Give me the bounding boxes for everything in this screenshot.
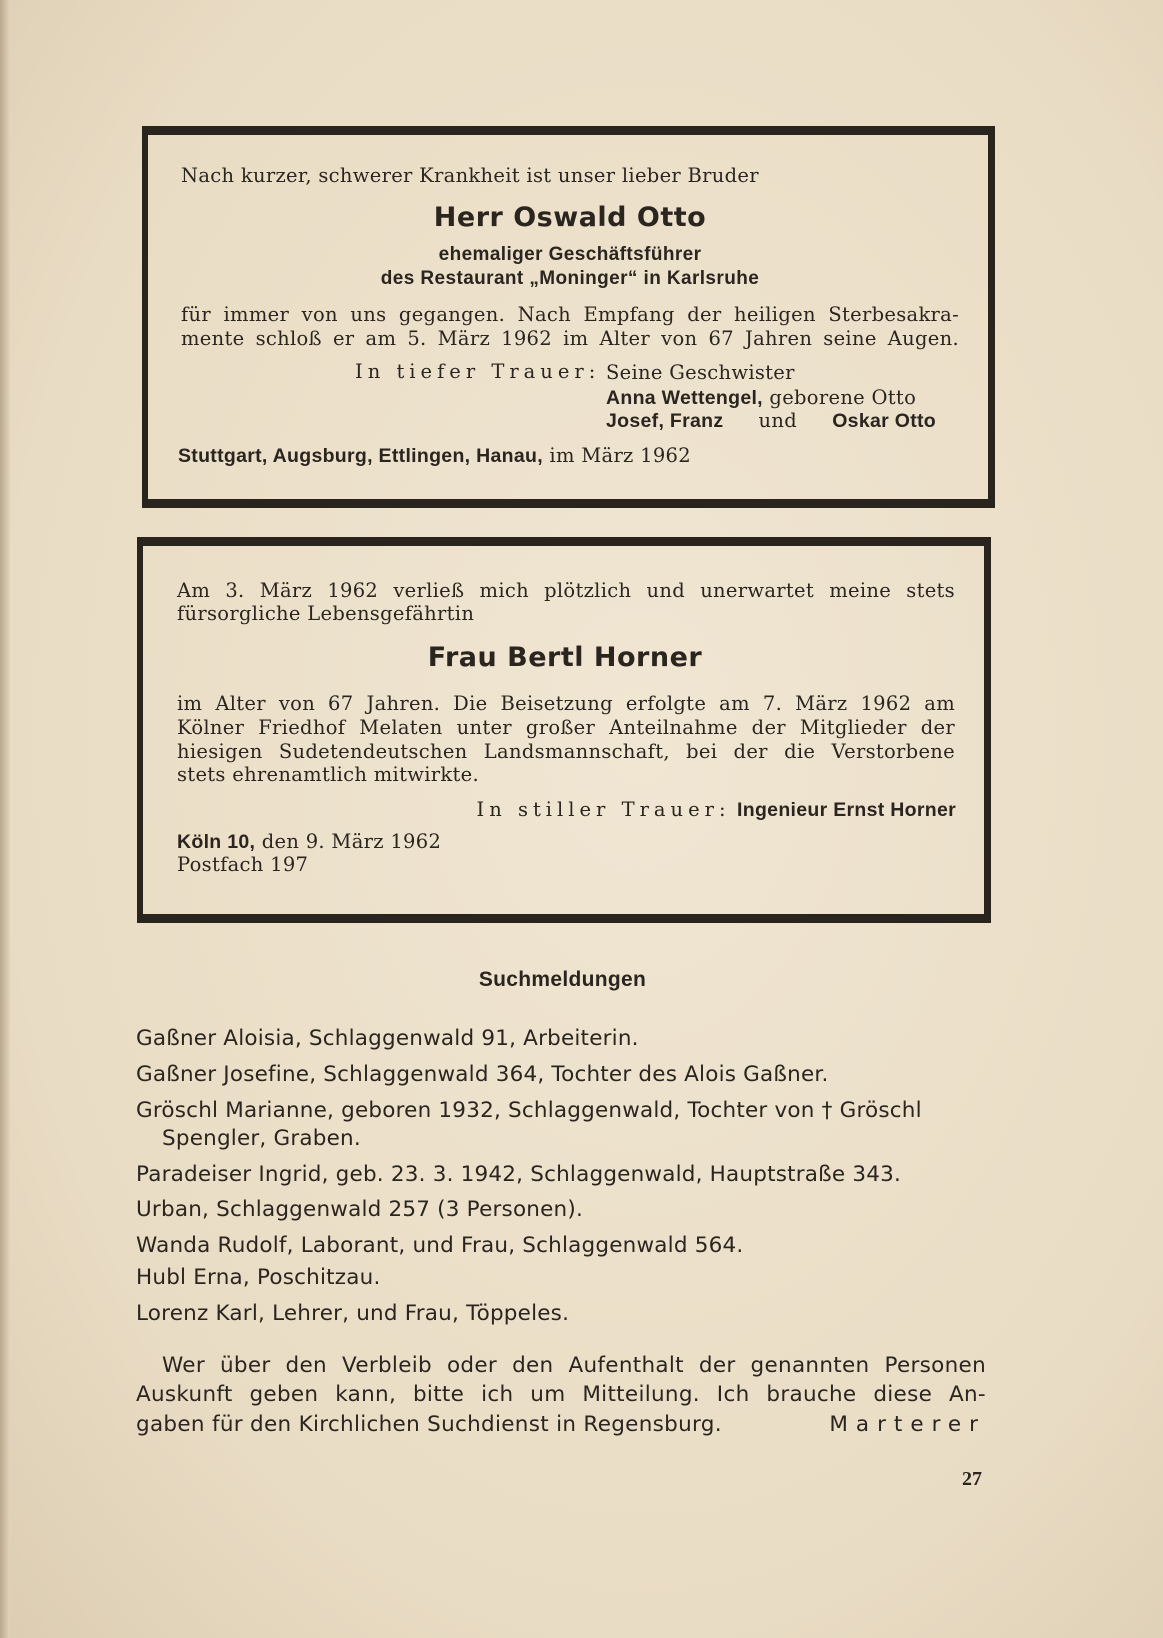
notice2-mourning-line: [400, 798, 956, 822]
closing-line2: Auskunft geben kann, bitte ich um Mitteilung. Ich brauche diese An-: [136, 1382, 986, 1407]
notice2-postbox: Postfach 197: [177, 853, 309, 876]
notice1-body-line2: mente schloß er am 5. März 1962 im Alter von 67 Jahren seine Augen.: [181, 327, 959, 350]
notice2-body-line2: Kölner Friedhof Melaten unter großer Anteilnahme der Mitglieder der: [177, 716, 955, 739]
siblings-und: und: [758, 409, 798, 432]
siblings-josef-franz: Josef, Franz: [606, 410, 724, 432]
notice1-role-line2: des Restaurant „Moninger“ in Karlsruhe: [380, 268, 760, 289]
notice2-place-date: [177, 830, 441, 854]
notice1-mourning-label: In tiefer Trauer:: [355, 360, 601, 383]
signature: Marterer: [829, 1412, 986, 1437]
closing-line3-text: gaben für den Kirchlichen Suchdienst in Regensburg.: [136, 1412, 722, 1437]
notice1-deceased-name: Herr Oswald Otto: [433, 202, 707, 233]
search-entry: Urban, Schlaggenwald 257 (3 Personen).: [136, 1197, 583, 1222]
closing-line1: Wer über den Verbleib oder den Aufenthalt der genannten Personen: [162, 1353, 986, 1378]
search-heading: Suchmeldungen: [478, 968, 647, 991]
notice2-deceased-name: Frau Bertl Horner: [427, 642, 703, 673]
search-entry: Paradeiser Ingrid, geb. 23. 3. 1942, Schlaggenwald, Hauptstraße 343.: [136, 1162, 902, 1187]
sibling-maiden-name: geborene Otto: [769, 386, 917, 409]
notice1-body-line1: für immer von uns gegangen. Nach Empfang der heiligen Sterbesakra-: [181, 303, 959, 326]
search-entry: Gaßner Aloisia, Schlaggenwald 91, Arbeiterin.: [136, 1026, 639, 1051]
closing-line3: [136, 1410, 986, 1439]
notice1-role-line1: ehemaliger Geschäftsführer: [438, 244, 702, 265]
notice2-body-line1: im Alter von 67 Jahren. Die Beisetzung erfolgte am 7. März 1962 am: [177, 692, 955, 715]
search-entry-continuation: Spengler, Graben.: [162, 1126, 361, 1151]
search-entry: Lorenz Karl, Lehrer, und Frau, Töppeles.: [136, 1301, 570, 1326]
notice2-body-line3: hiesigen Sudetendeutschen Landsmannschaft, bei der die Verstorbene: [177, 740, 955, 763]
notice1-mourners-line1: Seine Geschwister: [606, 361, 795, 384]
notice2-body-line4: stets ehrenamtlich mitwirkte.: [177, 763, 479, 786]
page-number: 27: [962, 1468, 982, 1490]
notice2-mourning-label: In stiller Trauer:: [476, 798, 731, 821]
notice1-date: im März 1962: [549, 444, 691, 467]
notice1-mourners-line3: [606, 409, 936, 433]
search-entry: Hubl Erna, Poschitzau.: [136, 1265, 381, 1290]
notice2-mourner: Ingenieur Ernst Horner: [737, 799, 956, 821]
notice1-intro: Nach kurzer, schwerer Krankheit ist unser lieber Bruder: [181, 164, 759, 187]
sibling-name-anna: Anna Wettengel,: [606, 387, 763, 409]
book-spine-edge: [0, 0, 10, 1638]
search-entry: Wanda Rudolf, Laborant, und Frau, Schlaggenwald 564.: [136, 1233, 744, 1258]
notice1-place-date: [178, 444, 691, 468]
search-entry: Gaßner Josefine, Schlaggenwald 364, Tochter des Alois Gaßner.: [136, 1062, 829, 1087]
notice1-places: Stuttgart, Augsburg, Ettlingen, Hanau,: [178, 445, 543, 467]
search-entry: Gröschl Marianne, geboren 1932, Schlaggenwald, Tochter von † Gröschl: [136, 1098, 922, 1123]
notice2-intro-line2: fürsorgliche Lebensgefährtin: [177, 602, 475, 625]
notice1-mourners-line2: [606, 386, 916, 410]
notice2-intro-line1: Am 3. März 1962 verließ mich plötzlich und unerwartet meine stets: [177, 579, 955, 602]
notice2-date: den 9. März 1962: [261, 830, 442, 853]
siblings-oskar-otto: Oskar Otto: [832, 410, 936, 432]
notice2-city: Köln 10,: [177, 831, 256, 853]
